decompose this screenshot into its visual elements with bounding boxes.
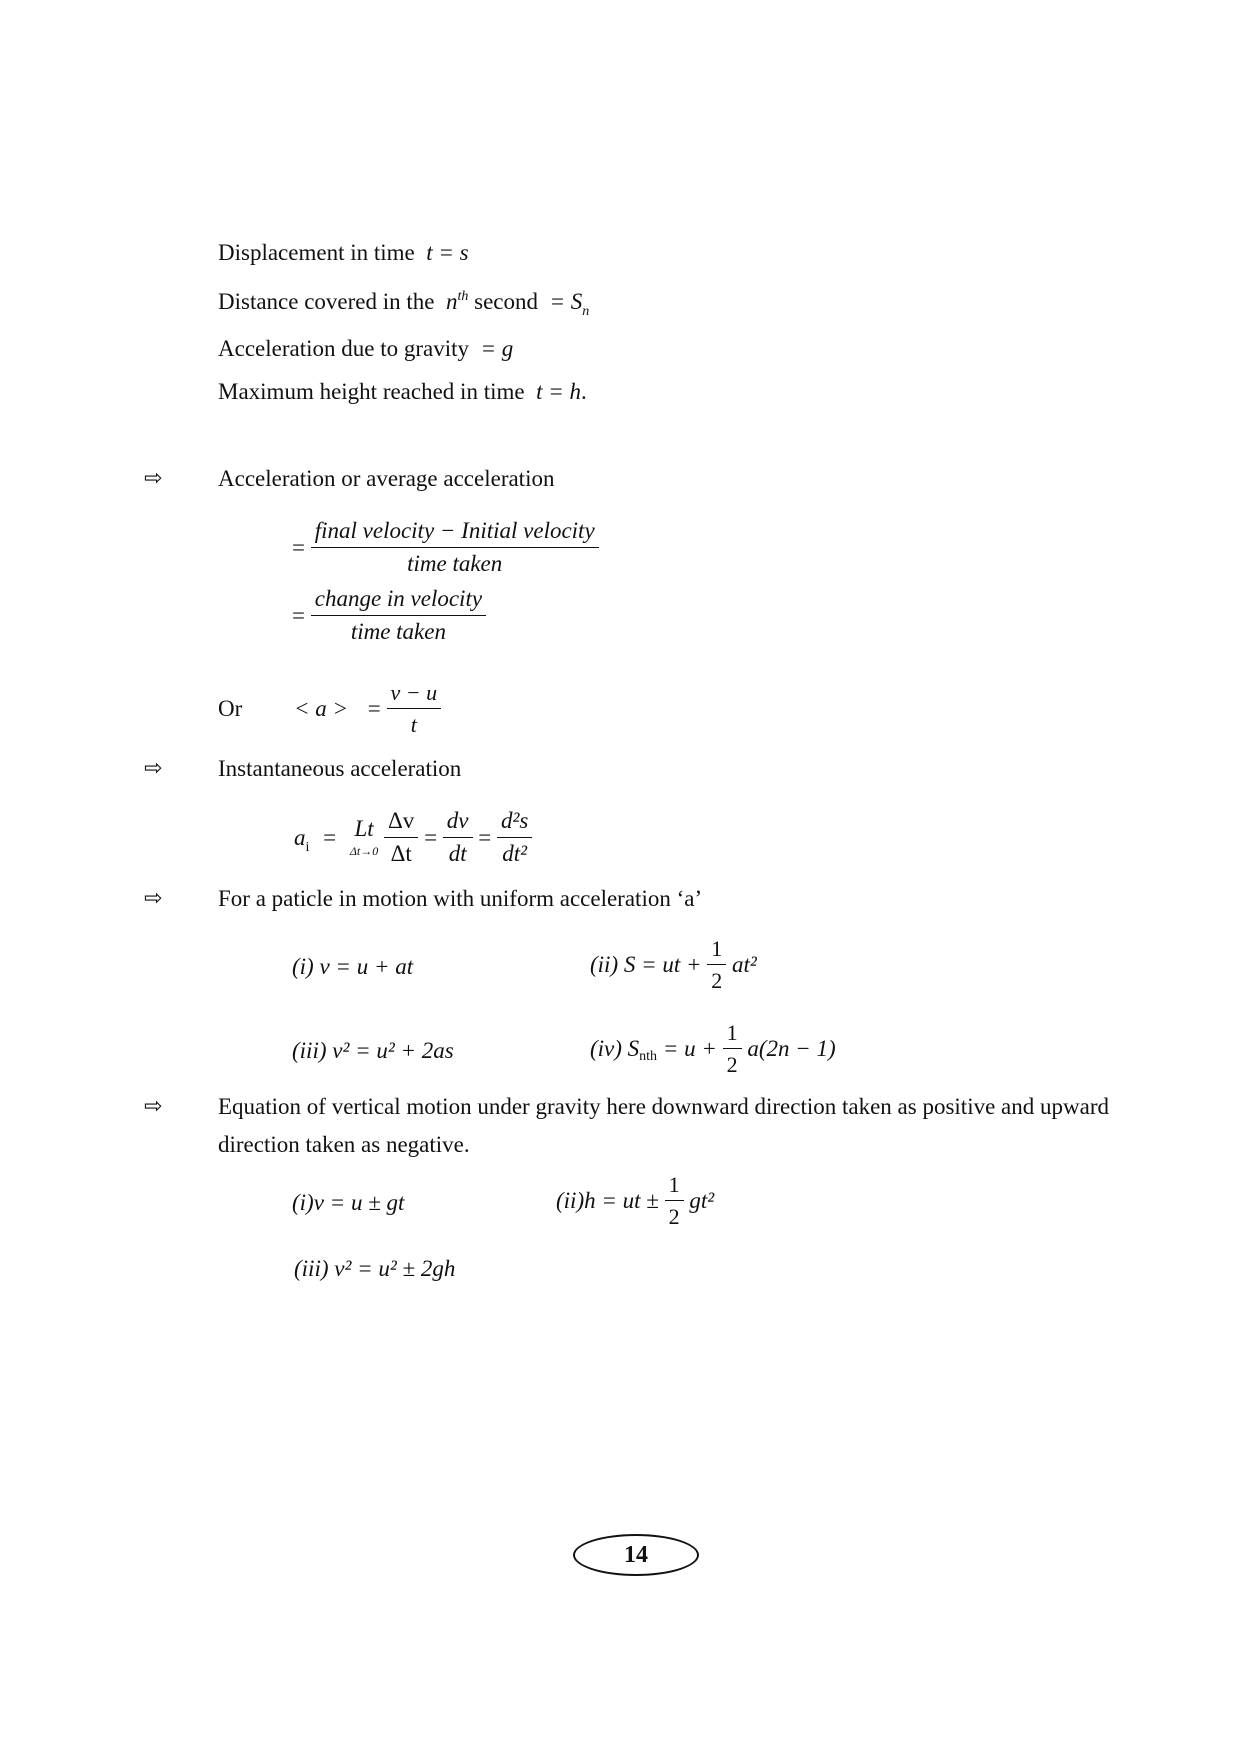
definition-label: Displacement in time bbox=[218, 240, 415, 265]
or-label: Or bbox=[218, 696, 243, 721]
equation-change-velocity: = $\frac{\text{change in velocity}}{\text{time taken}}$ bbox=[292, 586, 486, 646]
fraction: $\frac{v - u}{t}$ bbox=[387, 680, 442, 738]
definition-nth-second bbox=[218, 289, 590, 319]
definition-label: Distance covered in the bbox=[218, 289, 435, 314]
equation-average-acceleration: = $\frac{\text{final velocity − Initial velocity}}{\text{time taken}}$ bbox=[292, 518, 599, 578]
fraction: $\frac{\text{d²s}}{\text{dt²}}$ bbox=[497, 808, 532, 868]
equation-uniform-2: (ii) S = ut + $\frac{1}{2}$ at² bbox=[590, 936, 757, 994]
equation-uniform-3: (iii) v² = u² + 2as bbox=[292, 1038, 454, 1063]
math-expression: = $S_n$ bbox=[543, 289, 590, 319]
definition-label: Maximum height reached in time bbox=[218, 379, 525, 404]
equation-uniform-1: (i) v = u + at bbox=[292, 954, 414, 979]
equation-gravity-2: (ii)h = ut ± $\frac{1}{2}$ gt² bbox=[556, 1172, 715, 1230]
fraction: $\frac{\text{final velocity − Initial velocity}}{\text{time taken}}$ bbox=[311, 518, 599, 578]
page-number: 14 bbox=[573, 1534, 699, 1576]
fraction: $\frac{\text{change in velocity}}{\text{time taken}}$ bbox=[311, 586, 486, 646]
math-expression: $n^{th}$ bbox=[440, 289, 469, 314]
limit-operator: Lt Δt→0 bbox=[349, 816, 379, 859]
definition-max-height: Maximum height reached in time t = h. bbox=[218, 379, 587, 404]
math-expression: t = h bbox=[530, 379, 582, 404]
section-heading: For a paticle in motion with uniform acceleration ‘a’ bbox=[218, 886, 703, 911]
definition-gravity bbox=[218, 336, 513, 362]
arrow-bullet-icon: ⇨ bbox=[144, 466, 163, 491]
math-expression: t = s bbox=[420, 240, 469, 265]
math-expression: = g bbox=[474, 336, 514, 361]
equation-gravity-3: (iii) v² = u² ± 2gh bbox=[294, 1256, 456, 1281]
arrow-bullet-icon: ⇨ bbox=[144, 756, 163, 781]
definition-displacement bbox=[218, 240, 469, 266]
fraction: $\frac{dv}{dt}$ bbox=[443, 808, 473, 868]
section-heading: Acceleration or average acceleration bbox=[218, 466, 555, 491]
definition-label: second bbox=[474, 289, 539, 314]
section-heading: Instantaneous acceleration bbox=[218, 756, 462, 781]
equation-instantaneous: $a_i$ = Lt Δt→0 $\frac{\Delta v}{\Delta t}$ = $\frac{dv}{dt}$ = $\frac{\text{d²s}}{\text{dt²}}$ bbox=[294, 808, 532, 868]
fraction: $\frac{1}{2}$ bbox=[707, 936, 726, 994]
section-heading-continued: direction taken as negative. bbox=[218, 1132, 470, 1157]
section-heading: Equation of vertical motion under gravity here downward direction taken as positive and upward bbox=[218, 1094, 1109, 1119]
fraction: $\frac{1}{2}$ bbox=[723, 1020, 742, 1078]
fraction: $\frac{1}{2}$ bbox=[665, 1172, 684, 1230]
definition-label: Acceleration due to gravity bbox=[218, 336, 469, 361]
equation-uniform-4: (iv) $S_{nth} = u$ + $\frac{1}{2}$ a(2n − 1) bbox=[590, 1020, 836, 1078]
equation-avg-symbolic: < a > = $\frac{v - u}{t}$ bbox=[294, 680, 441, 738]
arrow-bullet-icon: ⇨ bbox=[144, 1094, 163, 1119]
fraction: $\frac{\Delta v}{\Delta t}$ bbox=[384, 808, 418, 868]
equation-gravity-1: (i)v = u ± gt bbox=[292, 1190, 405, 1215]
arrow-bullet-icon: ⇨ bbox=[144, 886, 163, 911]
